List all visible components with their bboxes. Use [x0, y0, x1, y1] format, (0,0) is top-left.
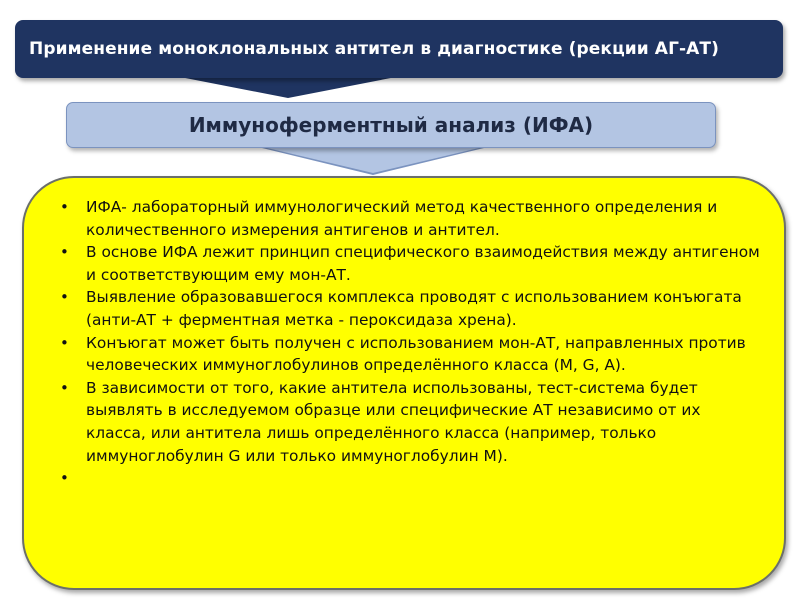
bullet-dot-icon: •	[60, 469, 69, 488]
content-box	[22, 176, 786, 590]
subtitle-callout-pointer	[263, 147, 483, 173]
title-callout	[15, 20, 783, 78]
bullet-dot-icon: •	[60, 378, 69, 397]
slide-title: Применение моноклональных антител в диагностике (рекции АГ-АТ)	[29, 39, 719, 59]
bullet-item	[60, 196, 760, 241]
bullet-text: Выявление образовавшегося комплекса проводят с использованием конъюгата (анти-АТ + ферментная метка - пероксидаза хрена).	[86, 288, 742, 329]
bullet-dot-icon: •	[60, 243, 69, 262]
slide-subtitle: Иммуноферментный анализ (ИФА)	[188, 113, 594, 137]
title-callout-pointer	[175, 76, 401, 98]
bullet-text: В основе ИФА лежит принцип специфического взаимодействия между антигеном и соответствующим ему мон-АТ.	[86, 243, 760, 284]
bullet-item	[60, 332, 760, 377]
bullet-dot-icon: •	[60, 288, 69, 307]
bullet-item	[60, 377, 760, 467]
bullet-text: ИФА- лабораторный иммунологический метод качественного определения и количественного измерения антигенов и антител.	[86, 198, 718, 239]
bullet-text: Конъюгат может быть получен с использованием мон-АТ, направленных против человеческих иммуноглобулинов определённого класса (M, G, A).	[86, 333, 746, 375]
subtitle-callout	[66, 102, 716, 148]
bullet-item	[60, 241, 760, 286]
bullet-dot-icon: •	[60, 198, 69, 216]
bullet-text: В зависимости от того, какие антитела использованы, тест-система будет выявлять в исследуемом образце или специфические АТ независимо от их класса, или антитела лишь определённого класса (например, только иммуноглобулин G или только иммуноглобулин M).	[86, 378, 701, 465]
bullet-item	[60, 286, 760, 331]
bullet-list	[60, 196, 760, 488]
bullet-dot-icon: •	[60, 333, 69, 352]
